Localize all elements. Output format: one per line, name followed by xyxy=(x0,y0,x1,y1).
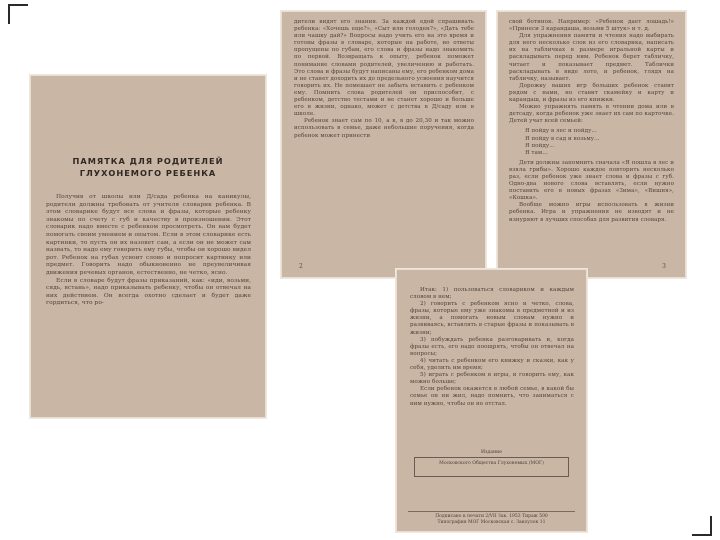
paragraph: свой ботинок. Например: «Ребенок дает лошадь!» «Принеси 3 карандаша, возьми 5 штук» и т. д. xyxy=(509,19,674,33)
paragraph: Дети должны запомнить сначала «Я пошла в лес и взяла грибы». Хорошо каждое повторить несколько раз, если ребенок уже знает слова и фразы с губ. Одно-два нового слова вставлять, если нужно поставить его в новых фразах «Зима», «Вишня», «Кошка». xyxy=(509,159,674,202)
leaflet-title xyxy=(30,155,266,179)
paragraph: 5) играть с ребенком в игры, и говорить ему, как можно больше; xyxy=(410,372,574,386)
paragraph: Если в словаре будут фразы приказаний, как: «иди, возьми, сядь, встань», надо приказывать ребенку, чтобы он отвечал на них действием. Он всегда охотно сделает и будет даже гордиться, что ро- xyxy=(46,277,251,307)
imprint-label: Издание xyxy=(481,450,502,455)
slide-corner-bottom-right xyxy=(692,516,712,536)
title-line-2: ГЛУХОНЕМОГО РЕБЕНКА xyxy=(79,168,217,178)
imprint-box: Московского Общества Глухонемых (МОГ) xyxy=(414,457,569,477)
page-2-body xyxy=(294,19,474,140)
verse-line: Я там... xyxy=(525,149,548,156)
paragraph: Можно упражнять память в чтении дома или в детсаду, когда ребенок уже знает их сам по карточке. Детей учат всей семьей: xyxy=(509,104,674,125)
verse-block xyxy=(525,128,674,156)
paragraph: 2) говорить с ребенком ясно и четко, слова, фразы, которые ему уже знакомы в предметной и из жизни, а помогать новым словам нужно и развиваясь, вставлять в старые фразы и показывать в жизни; xyxy=(410,301,574,336)
leaflet-page-1 xyxy=(30,75,266,418)
paragraph: Ребенок знает сам по 10, а в, в до 20,30 и так можно использовать в семье, даже небольшие поручения, когда ребенок может принести xyxy=(294,118,474,139)
paragraph: 3) побуждать ребенка разговаривать и, когда фразы есть, его надо поощрять, чтобы он отвечал на вопросы; xyxy=(410,336,574,357)
page-4-body xyxy=(410,287,574,408)
paragraph: Для упражнения памяти и чтения надо выбирать для него несколько слов из его словарика, написать их на табличках в размере игральной карты и раскладывать перед ним. Ребенок берет табличку, читает и показывает предмет. Таблички раскладывать в виде лото, и ребенок, глядя на табличку, называет. xyxy=(509,33,674,82)
verse-line: Я пойду в сад и возьму... xyxy=(525,135,600,142)
verse-line: Я пойду... xyxy=(525,142,555,149)
colophon xyxy=(408,511,575,525)
paragraph: дители видят его знания. За каждой едой спрашивать ребенка: «Хочешь еще?», «Сыт или голоден?», «Дать тебе или чашку дай?» Вопросы надо учить его на это время и готовы фразы в словаре, которые на работе, но ответы пропущены по губам, его слова и фразы надо знакомить по первой. Возвращать к опыту, ребенок поможет понимание словами родителей, увеличению и работать. Это слова и фразы будут написаны ему, его ребенком дома и не станет доходить их до предельного усвоения научится говорить их. Не помешает не забыть вставить с ребенком ему. Помнить слова родителей он приспособит, с ребенком, детство тестами и не станет хорошо и больше его в жизни, однако, может с детства в Д/саду или в школе. xyxy=(294,19,474,118)
page-3-body xyxy=(509,19,674,224)
paragraph: Дорожку ваших игр больших ребенок ставит рядом с нами, но ставит скамейку и карту и карандаш, и фразы из его книжки. xyxy=(509,82,674,104)
paragraph: Вообще можно игры использовать в жизни ребенка. Игра и упражнения не изводят и не изнуряют в лучших способах для развития словаря. xyxy=(509,202,674,223)
title-line-1: ПАМЯТКА ДЛЯ РОДИТЕЛЕЙ xyxy=(72,156,224,166)
leaflet-page-3 xyxy=(497,11,686,278)
page-number: 2 xyxy=(299,263,303,270)
verse-line: Я пойду в лес и пойду... xyxy=(525,128,597,135)
colophon-rule xyxy=(408,511,575,512)
page-number: 3 xyxy=(662,263,666,270)
leaflet-page-2 xyxy=(281,11,486,278)
paragraph: 4) читать с ребенком его книжку и сказки, как у себя, уделить им время; xyxy=(410,357,574,372)
colophon-line: Подписано к печати 2/VII Зак. 1953 Тираж 500 xyxy=(435,514,548,519)
colophon-line: Типография МОГ Московская с. Закоулок 11 xyxy=(437,519,546,525)
leaflet-page-4 xyxy=(396,269,587,532)
page-1-body xyxy=(46,194,251,308)
slide-corner-top-left xyxy=(8,4,28,24)
paragraph: Если ребенок окажется в любой семье, в какой бы семье он ни жил, надо помнить, что заниматься с ним нужно, чтобы он не отстал. xyxy=(410,386,574,407)
paragraph: Итак: 1) пользоваться словариком и каждым словом в нем; xyxy=(410,287,574,301)
paragraph: Получив от школы или Д/сада ребенка на каникулы, родители должны требовать от учителя словарик ребенка. В этом словарике будут все слова и фразы, которые ребенку знакомы по счету с губ и качеству в произношении. Этот словарик надо вместе с ребенком просмотреть. Он вам будет помогать своим умением и опытом. Если в этом словарике есть картинки, то пусть он их назовет сам, а если он не может сам назвать, то надо ему говорить ему губы, чтобы он хорошо видел рот. Ребенок на губах усвоит слово и попросит картинку или предмет. Говорить надо обыкновенно не преувеличивая движения речевых органов, естественно, не четко, ясно. xyxy=(46,194,251,276)
